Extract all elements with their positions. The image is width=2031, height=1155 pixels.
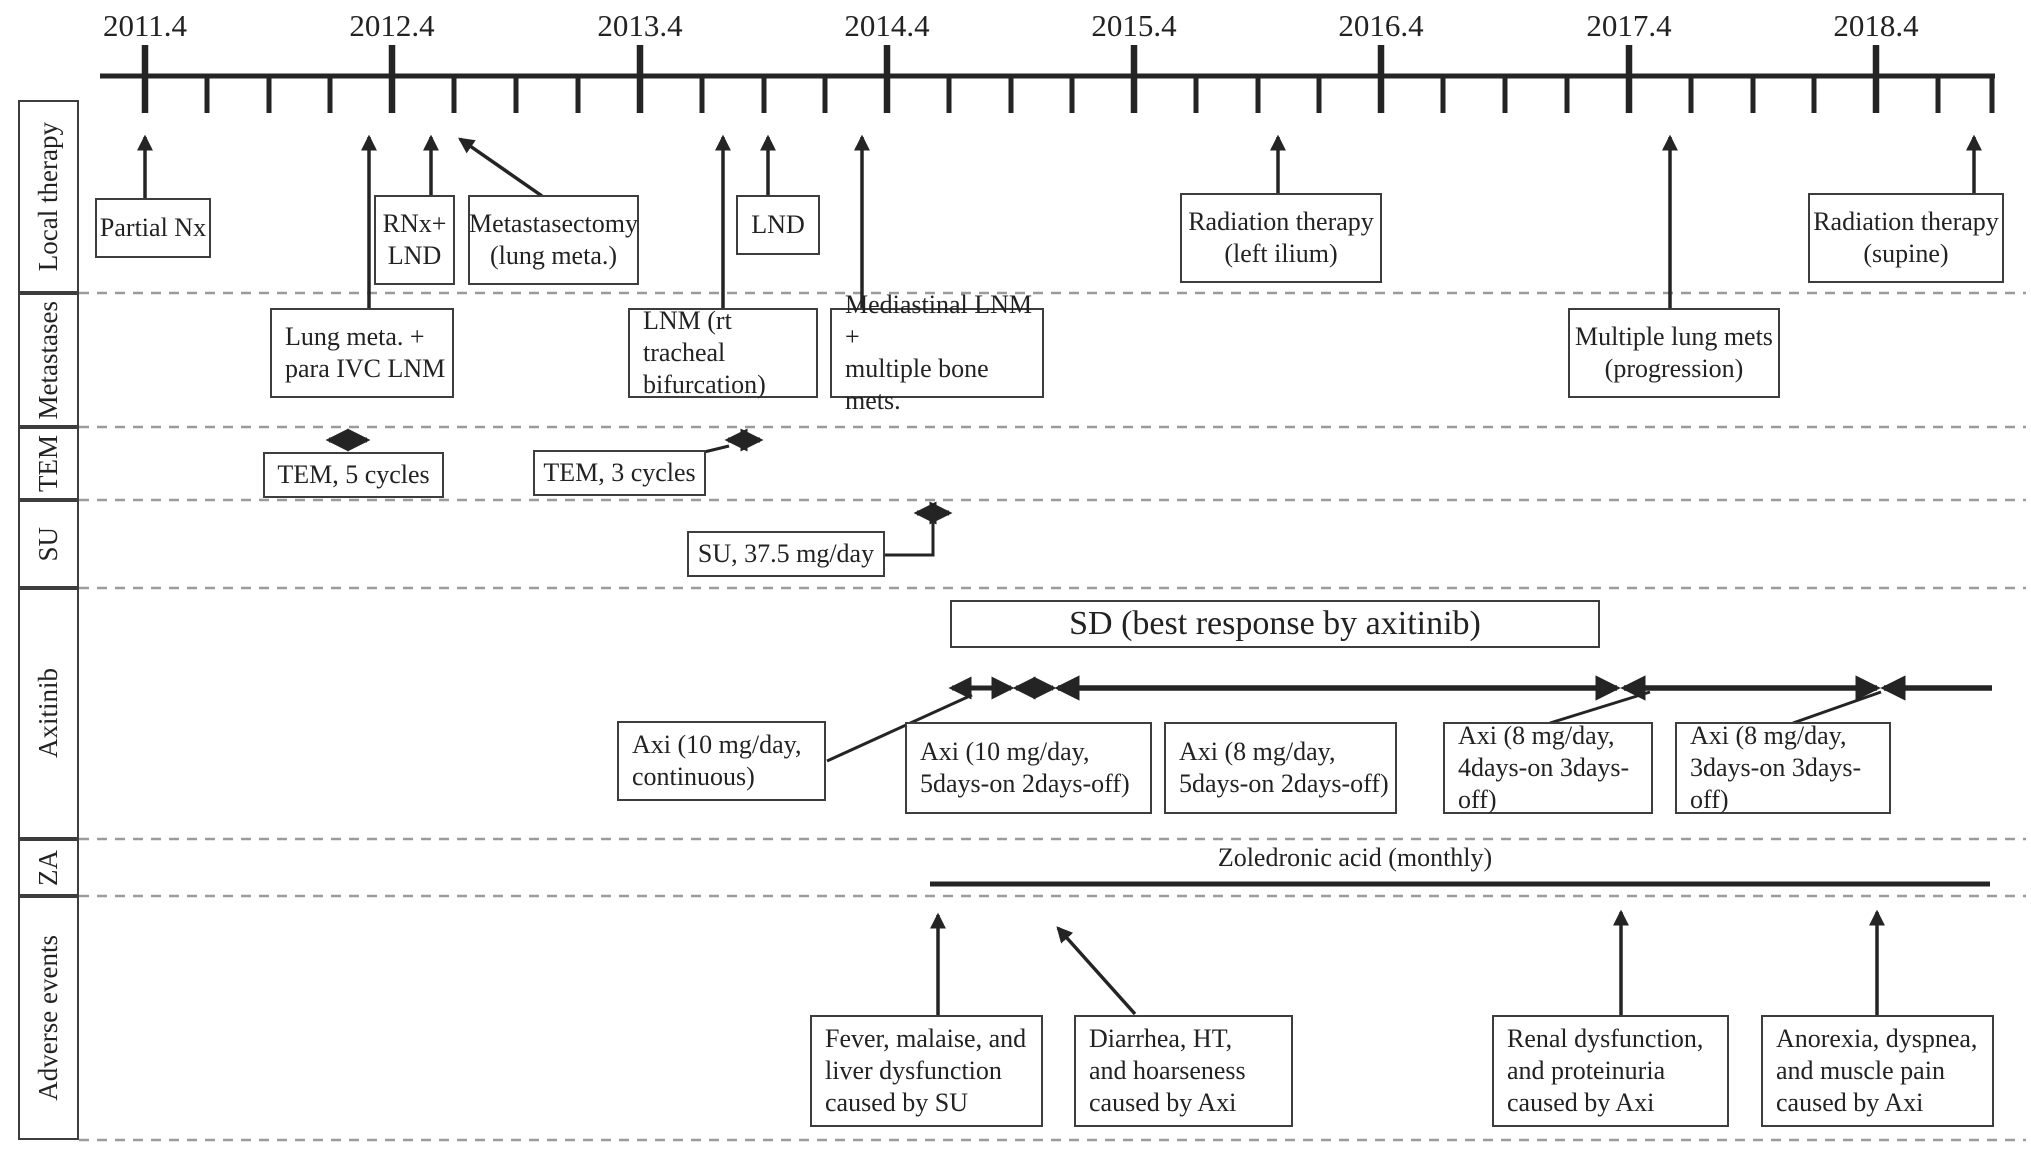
year-label: 2014.4: [844, 8, 930, 43]
box-text-line: 3days-on 3days-off): [1690, 752, 1862, 815]
box-text-line: Renal dysfunction,: [1507, 1023, 1704, 1053]
radiation-supine-box: [1808, 193, 2004, 283]
box-text-line: Diarrhea, HT,: [1089, 1023, 1233, 1053]
box-text-line: multiple bone mets.: [845, 354, 989, 416]
year-label: 2012.4: [349, 8, 435, 43]
row-label-text: Local therapy: [33, 121, 63, 272]
lung-meta-box: [270, 308, 454, 398]
row-label-text: TEM: [33, 435, 63, 492]
box-text-line: SU, 37.5 mg/day: [697, 538, 875, 568]
box-text-line: Metastasectomy: [469, 208, 638, 238]
year-label: 2016.4: [1338, 8, 1424, 43]
metastasectomy-arrow: [460, 139, 542, 196]
box-text-line: RNx+: [382, 208, 447, 238]
ae-diarrhea-box: [1074, 1015, 1293, 1127]
rnx-lnd-box: [374, 195, 455, 285]
box-text-line: Radiation therapy: [1813, 206, 1999, 236]
box-text-line: caused by Axi: [1776, 1088, 1924, 1118]
box-text-line: TEM, 5 cycles: [277, 459, 430, 489]
multiple-lung-mets-box: [1568, 308, 1780, 398]
row-label-axitinib: [18, 588, 79, 839]
ae-diarrhea-arrow: [1058, 928, 1135, 1014]
box-text-line: (left ilium): [1224, 239, 1338, 268]
axi-8-4on-3off-box: [1443, 722, 1653, 814]
box-text-line: Axi (8 mg/day,: [1458, 720, 1615, 750]
row-label-za: [18, 839, 79, 896]
box-text-line: caused by SU: [825, 1088, 968, 1118]
box-text-line: (progression): [1604, 354, 1744, 383]
box-text-line: para IVC LNM: [285, 354, 446, 383]
axi-10-5on-2off-box: [905, 722, 1152, 814]
row-label-tem: [18, 427, 79, 500]
ae-renal-box: [1492, 1015, 1729, 1127]
box-text-line: Axi (8 mg/day,: [1179, 736, 1336, 766]
row-label-text: Axitinib: [33, 668, 63, 759]
sd-best-response-box: [950, 600, 1600, 648]
row-label-local-therapy: [18, 100, 79, 293]
box-text-line: Fever, malaise, and: [825, 1023, 1027, 1053]
box-text-line: caused by Axi: [1507, 1088, 1655, 1118]
radiation-ilium-box: [1180, 193, 1382, 283]
box-text-line: Multiple lung mets: [1575, 321, 1773, 351]
metastasectomy-box: [468, 195, 639, 285]
row-label-text: Adverse events: [33, 935, 63, 1101]
zoledronic-acid-label: Zoledronic acid (monthly): [1217, 843, 1493, 872]
box-text-line: 4days-on 3days-off): [1458, 752, 1630, 815]
axi-8-5on-2off-box: [1164, 722, 1397, 814]
year-label: 2018.4: [1833, 8, 1919, 43]
box-text-line: Partial Nx: [99, 212, 207, 242]
box-text-line: LNM (rt tracheal: [643, 305, 732, 367]
box-text-line: 5days-on 2days-off): [1179, 769, 1389, 798]
axi-10-continuous-box: [617, 721, 826, 801]
box-text-line: Lung meta. +: [285, 321, 425, 351]
year-label: 2011.4: [102, 8, 188, 43]
row-label-adverse-events: [18, 896, 79, 1140]
row-label-text: Metastases: [33, 300, 63, 420]
tem-5-cycles-box: [263, 452, 444, 498]
mediastinal-lnm-box: [830, 289, 1044, 416]
row-label-metastases: [18, 293, 79, 427]
box-text-line: TEM, 3 cycles: [543, 457, 696, 487]
box-text-line: and hoarseness: [1089, 1055, 1246, 1085]
box-text-line: (lung meta.): [489, 241, 618, 270]
box-text-line: 5days-on 2days-off): [920, 769, 1130, 798]
su-connector: [884, 523, 933, 555]
lnd-box: [736, 195, 820, 255]
row-label-text: ZA: [33, 849, 63, 886]
box-text-line: Axi (10 mg/day,: [920, 736, 1090, 766]
year-label: 2015.4: [1091, 8, 1177, 43]
partial-nx-box: [95, 198, 211, 258]
su-dose-box: [687, 531, 885, 577]
box-text-line: Axi (10 mg/day,: [632, 729, 802, 759]
box-text-line: Axi (8 mg/day,: [1690, 720, 1847, 750]
box-text-line: LND: [751, 209, 805, 239]
year-label: 2017.4: [1586, 8, 1672, 43]
box-text-line: (supine): [1863, 239, 1949, 268]
box-text-line: SD (best response by axitinib): [1069, 604, 1481, 642]
box-text-line: and muscle pain: [1776, 1055, 1945, 1085]
year-label: 2013.4: [597, 8, 683, 43]
ae-fever-box: [810, 1015, 1043, 1127]
box-text-line: Radiation therapy: [1188, 206, 1374, 236]
ae-anorexia-box: [1761, 1015, 1994, 1127]
axi-4on-3off-connector: [1550, 692, 1650, 723]
tem-3-cycles-box: [533, 450, 706, 496]
box-text-line: LND: [387, 241, 442, 270]
row-label-text: SU: [33, 526, 63, 562]
row-label-su: [18, 500, 79, 588]
box-text-line: caused by Axi: [1089, 1088, 1237, 1118]
box-text-line: and proteinuria: [1507, 1055, 1666, 1085]
axi-8-3on-3off-box: [1675, 722, 1891, 814]
axi-3on-3off-connector: [1793, 692, 1881, 723]
lnm-tracheal-box: [628, 305, 818, 400]
box-text-line: Mediastinal LNM +: [845, 289, 1033, 351]
box-text-line: bifurcation): [643, 370, 766, 400]
box-text-line: liver dysfunction: [825, 1055, 1002, 1085]
box-text-line: Anorexia, dyspnea,: [1776, 1023, 1978, 1053]
box-text-line: continuous): [632, 762, 755, 791]
